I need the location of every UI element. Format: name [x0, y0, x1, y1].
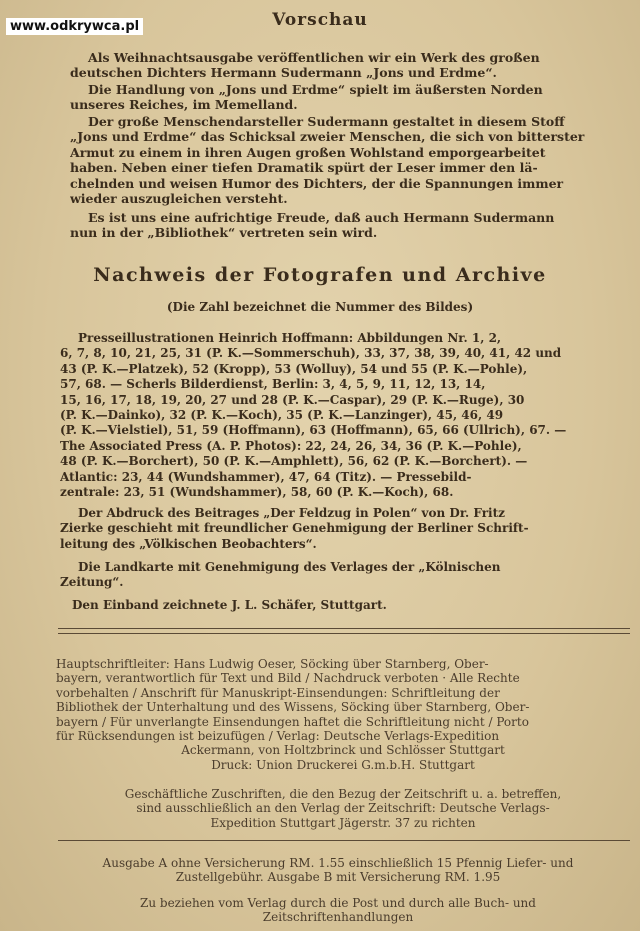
text-line: Als Weihnachtsausgabe veröffentlichen wir ein Werk des großen: [88, 50, 540, 65]
text-line: Hauptschriftleiter: Hans Ludwig Oeser, Söcking über Starnberg, Ober-: [56, 657, 489, 671]
text-line: Zu beziehen vom Verlag durch die Post und durch alle Buch- und: [140, 896, 536, 910]
ausgabe-prices: [46, 856, 630, 885]
text-line: vorbehalten / Anschrift für Manuskript-Einsendungen: Schriftleitung der: [56, 685, 500, 700]
text-line: Bibliothek der Unterhaltung und des Wissens, Söcking über Starnberg, Ober-: [56, 700, 530, 715]
watermark: www.odkrywca.pl: [6, 18, 143, 35]
text-line: Die Handlung von „Jons und Erdme“ spielt im äußersten Norden: [88, 82, 543, 97]
text-line: (P. K.—Dainko), 32 (P. K.—Koch), 35 (P. K.—Lanzinger), 45, 46, 49: [60, 408, 504, 423]
text-line: Die Landkarte mit Genehmigung des Verlages der „Kölnischen: [78, 560, 501, 574]
vorschau-title: Vorschau: [272, 10, 368, 30]
text-line: Zeitschriftenhandlungen: [262, 910, 414, 925]
divider: [58, 628, 630, 629]
text-line: Der Abdruck des Beitrages „Der Feldzug in Polen“ von Dr. Fritz: [78, 506, 505, 520]
text-line: nun in der „Bibliothek“ vertreten sein wird.: [70, 225, 378, 241]
text-line: Den Einband zeichnete J. L. Schäfer, Stuttgart.: [72, 598, 387, 612]
text-line: chelnden und weisen Humor des Dichters, der die Spannungen immer: [70, 175, 564, 191]
geschaeftliche-zuschriften: [56, 787, 630, 830]
text-line: 15, 16, 17, 18, 19, 20, 27 und 28 (P. K.—Caspar), 29 (P. K.—Ruge), 30: [60, 392, 525, 407]
impressum: [56, 657, 630, 772]
text-line: Presseillustrationen Heinrich Hoffmann: Abbildungen Nr. 1, 2,: [78, 331, 502, 345]
bezug-note: [46, 896, 630, 925]
nachweis-subtitle: (Die Zahl bezeichnet die Nummer des Bildes): [166, 300, 474, 314]
vorschau-paragraph-3: [70, 114, 622, 206]
text-line: Armut zu einem in ihren Augen großen Wohlstand emporgearbeitet: [70, 144, 546, 160]
text-line: sind ausschließlich an den Verlag der Zeitschrift: Deutsche Verlags-: [136, 801, 550, 816]
text-line: Zustellgebühr. Ausgabe B mit Versicherung RM. 1.95: [175, 870, 501, 885]
text-line: Es ist uns eine aufrichtige Freude, daß auch Hermann Sudermann: [88, 210, 555, 225]
text-line: 48 (P. K.—Borchert), 50 (P. K.—Amphlett), 56, 62 (P. K.—Borchert). —: [60, 454, 528, 469]
text-line: deutschen Dichters Hermann Sudermann „Jons und Erdme“.: [70, 65, 497, 81]
text-line: Der große Menschendarsteller Sudermann gestaltet in diesem Stoff: [88, 114, 565, 129]
text-line: wieder auszugleichen versteht.: [70, 191, 288, 207]
text-line: 57, 68. — Scherls Bilderdienst, Berlin: 3, 4, 5, 9, 11, 12, 13, 14,: [60, 377, 486, 392]
vorschau-paragraph-1: [70, 50, 618, 81]
text-line: für Rücksendungen ist beizufügen / Verlag: Deutsche Verlags-Expedition: [56, 729, 500, 744]
text-line: Expedition Stuttgart Jägerstr. 37 zu richten: [210, 815, 476, 830]
text-line: bayern, verantwortlich für Text und Bild / Nachdruck verboten · Alle Rechte: [56, 671, 520, 686]
text-line: zentrale: 23, 51 (Wundshammer), 58, 60 (P. K.—Koch), 68.: [60, 485, 454, 500]
text-line: (P. K.—Vielstiel), 51, 59 (Hoffmann), 63 (Hoffmann), 65, 66 (Ullrich), 67. —: [60, 423, 567, 438]
text-line: Ausgabe A ohne Versicherung RM. 1.55 einschließlich 15 Pfennig Liefer- und: [102, 856, 574, 870]
divider: [58, 633, 630, 634]
abdruck-note: [60, 506, 630, 552]
text-line: Zeitung“.: [60, 575, 124, 590]
text-line: Zierke geschieht mit freundlicher Genehmigung der Berliner Schrift-: [60, 521, 529, 536]
text-line: bayern / Für unverlangte Einsendungen haftet die Schriftleitung nicht / Porto: [56, 714, 529, 729]
landkarte-note: [60, 560, 630, 591]
text-line: Ackermann, von Holtzbrinck und Schlösser Stuttgart: [181, 743, 505, 758]
text-line: haben. Neben einer tiefen Dramatik spürt der Leser immer den lä-: [70, 160, 538, 176]
text-line: „Jons und Erdme“ das Schicksal zweier Menschen, die sich von bitterster: [70, 129, 585, 145]
text-line: 6, 7, 8, 10, 21, 25, 31 (P. K.—Sommerschuh), 33, 37, 38, 39, 40, 41, 42 und: [60, 346, 562, 361]
text-line: Atlantic: 23, 44 (Wundshammer), 47, 64 (Titz). — Pressebild-: [60, 469, 472, 484]
photo-credits: [60, 331, 630, 500]
text-line: 43 (P. K.—Platzek), 52 (Kropp), 53 (Wolluy), 54 und 55 (P. K.—Pohle),: [60, 361, 528, 376]
text-line: leitung des „Völkischen Beobachters“.: [60, 536, 317, 551]
nachweis-title: Nachweis der Fotografen und Archive: [93, 264, 547, 286]
vorschau-paragraph-4: [70, 210, 622, 241]
text-line: The Associated Press (A. P. Photos): 22, 24, 26, 34, 36 (P. K.—Pohle),: [60, 438, 522, 453]
divider: [58, 840, 630, 841]
text-line: Druck: Union Druckerei G.m.b.H. Stuttgart: [211, 757, 475, 772]
einband-note: [60, 598, 630, 613]
text-line: unseres Reiches, im Memelland.: [70, 97, 298, 113]
vorschau-paragraph-2: [70, 82, 618, 113]
text-line: Geschäftliche Zuschriften, die den Bezug der Zeitschrift u. a. betreffen,: [124, 787, 562, 801]
